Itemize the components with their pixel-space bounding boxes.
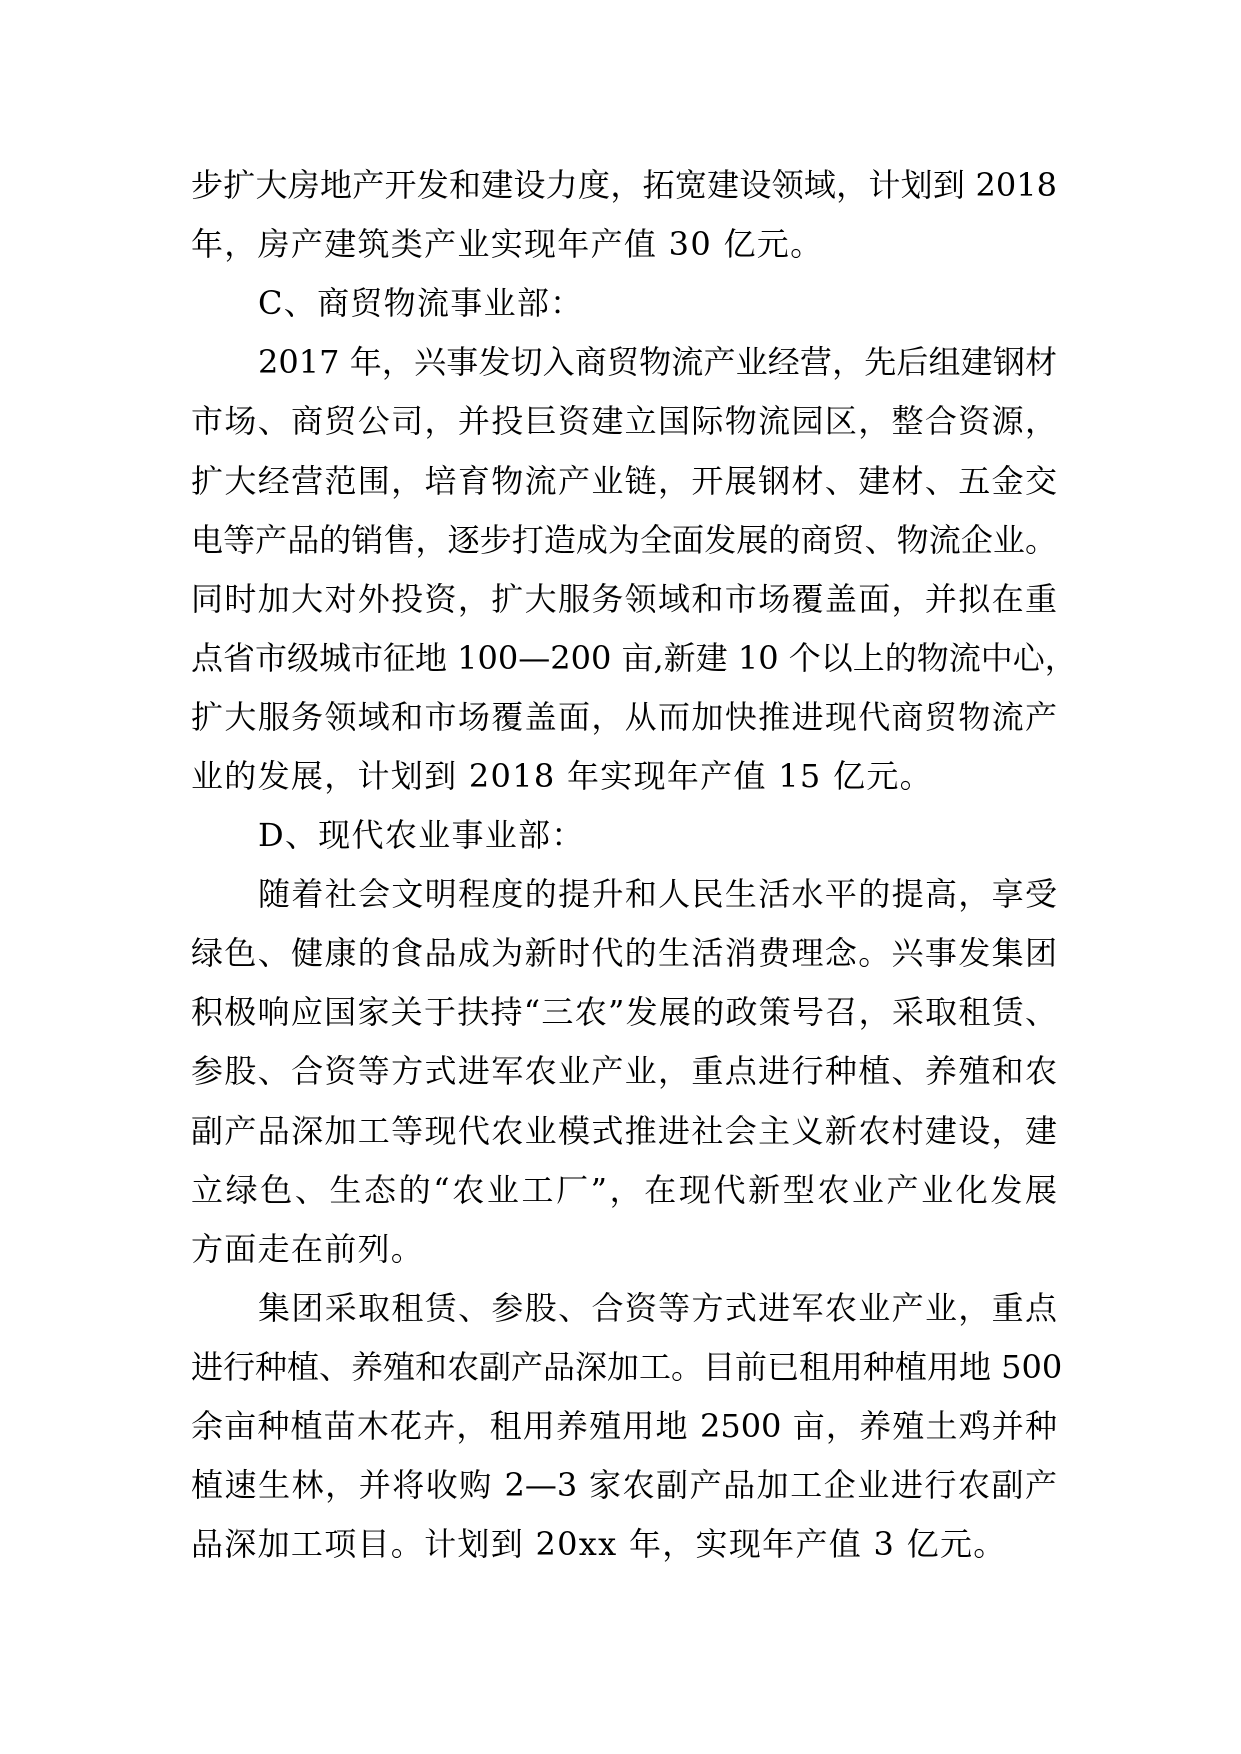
text-line: 点省市级城市征地 100—200 亩,新建 10 个以上的物流中心，	[191, 639, 1077, 677]
text-line: 集团采取租赁、参股、合资等方式进军农业产业，重点	[258, 1289, 1057, 1327]
text-line: 2017 年，兴事发切入商贸物流产业经营，先后组建钢材	[258, 343, 1057, 381]
text-line: 进行种植、养殖和农副产品深加工。目前已租用种植用地 500	[191, 1348, 1063, 1386]
text-line: 扩大经营范围，培育物流产业链，开展钢材、建材、五金交	[191, 462, 1057, 500]
text-line: 业的发展，计划到 2018 年实现年产值 15 亿元。	[191, 757, 933, 795]
text-line: 余亩种植苗木花卉，租用养殖用地 2500 亩，养殖土鸡并种	[191, 1407, 1057, 1445]
text-line: 积极响应国家关于扶持“三农”发展的政策号召，采取租赁、	[191, 993, 1057, 1031]
text-line: 步扩大房地产开发和建设力度，拓宽建设领域，计划到 2018	[191, 166, 1057, 204]
text-line: 方面走在前列。	[191, 1230, 425, 1268]
text-line: 年，房产建筑类产业实现年产值 30 亿元。	[191, 225, 824, 263]
section-heading: C、商贸物流事业部：	[258, 284, 584, 322]
text-line: 扩大服务领域和市场覆盖面，从而加快推进现代商贸物流产	[191, 698, 1057, 736]
text-line: 立绿色、生态的“农业工厂”，在现代新型农业产业化发展	[191, 1171, 1057, 1209]
section-heading: D、现代农业事业部：	[258, 816, 585, 854]
text-line: 随着社会文明程度的提升和人民生活水平的提高，享受	[258, 875, 1057, 913]
text-line: 副产品深加工等现代农业模式推进社会主义新农村建设，建	[191, 1112, 1057, 1150]
text-line: 品深加工项目。计划到 20xx 年，实现年产值 3 亿元。	[191, 1525, 1007, 1563]
text-line: 电等产品的销售，逐步打造成为全面发展的商贸、物流企业。	[191, 521, 1057, 559]
text-line: 植速生林，并将收购 2—3 家农副产品加工企业进行农副产	[191, 1466, 1057, 1504]
text-line: 绿色、健康的食品成为新时代的生活消费理念。兴事发集团	[191, 934, 1057, 972]
text-line: 市场、商贸公司，并投巨资建立国际物流园区，整合资源，	[191, 402, 1057, 440]
text-line: 参股、合资等方式进军农业产业，重点进行种植、养殖和农	[191, 1052, 1057, 1090]
text-line: 同时加大对外投资，扩大服务领域和市场覆盖面，并拟在重	[191, 580, 1057, 618]
